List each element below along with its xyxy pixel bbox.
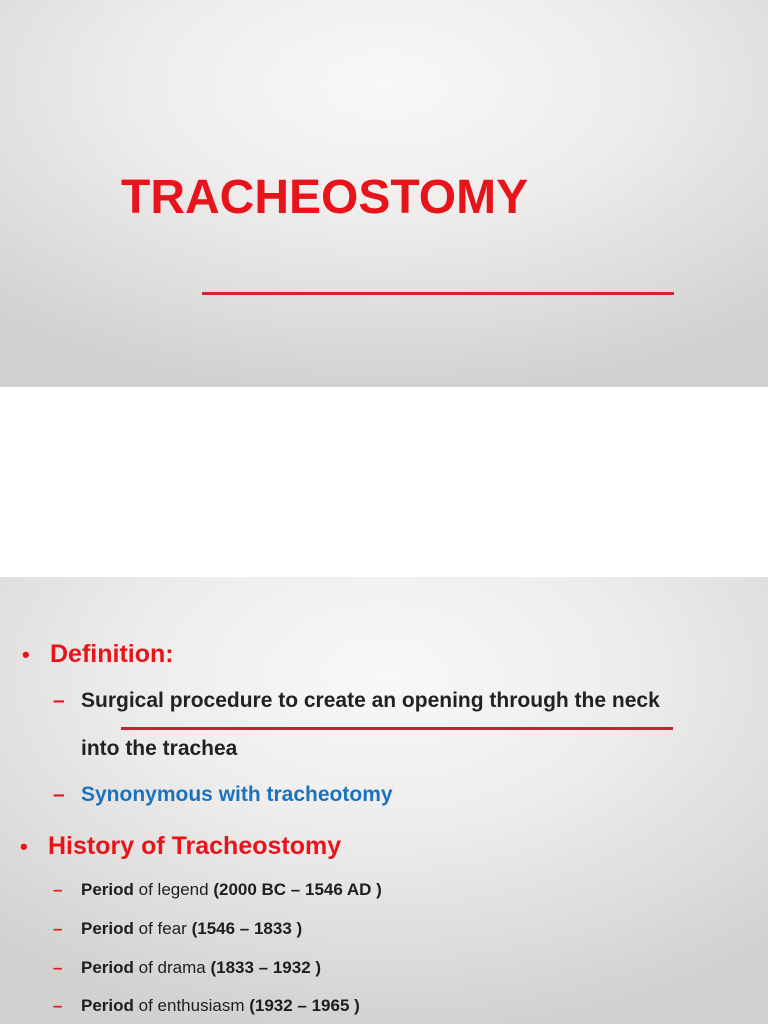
history-heading: History of Tracheostomy (48, 832, 342, 860)
period-label: Period (81, 996, 134, 1015)
dash-icon: – (53, 880, 63, 899)
period-range: (1833 – 1932 ) (210, 958, 322, 977)
period-name: of drama (138, 958, 206, 977)
period-label: Period (81, 919, 134, 938)
period-item (53, 880, 382, 900)
definition-text-line2: into the trachea (81, 737, 238, 760)
title-underline-rule (202, 292, 674, 295)
title-slide (0, 0, 768, 387)
period-label: Period (81, 880, 134, 899)
period-name: of legend (138, 880, 209, 899)
synonym-item (53, 783, 393, 807)
period-name: of enthusiasm (138, 996, 245, 1015)
period-label: Period (81, 958, 134, 977)
period-item (53, 958, 321, 978)
history-bullet (20, 832, 341, 861)
period-range: (1546 – 1833 ) (191, 919, 303, 938)
definition-underline-rule (121, 727, 673, 730)
synonym-text: Synonymous with tracheotomy (81, 783, 393, 806)
dash-icon: – (53, 689, 65, 712)
dash-icon: – (53, 783, 65, 806)
bullet-dot-icon: • (20, 834, 28, 859)
definition-heading: Definition: (50, 640, 174, 668)
dash-icon: – (53, 919, 63, 938)
period-name: of fear (138, 919, 187, 938)
definition-continuation (81, 737, 237, 761)
definition-text-line1: Surgical procedure to create an opening through the neck (81, 689, 660, 712)
content-slide (0, 577, 768, 1024)
period-item (53, 919, 302, 939)
dash-icon: – (53, 996, 63, 1015)
period-item (53, 996, 360, 1016)
bullet-dot-icon: • (22, 642, 30, 667)
slide-title: TRACHEOSTOMY (121, 171, 529, 224)
period-range: (2000 BC – 1546 AD ) (213, 880, 382, 899)
definition-bullet (22, 640, 174, 669)
dash-icon: – (53, 958, 63, 977)
period-range: (1932 – 1965 ) (249, 996, 360, 1015)
definition-item (53, 689, 660, 713)
